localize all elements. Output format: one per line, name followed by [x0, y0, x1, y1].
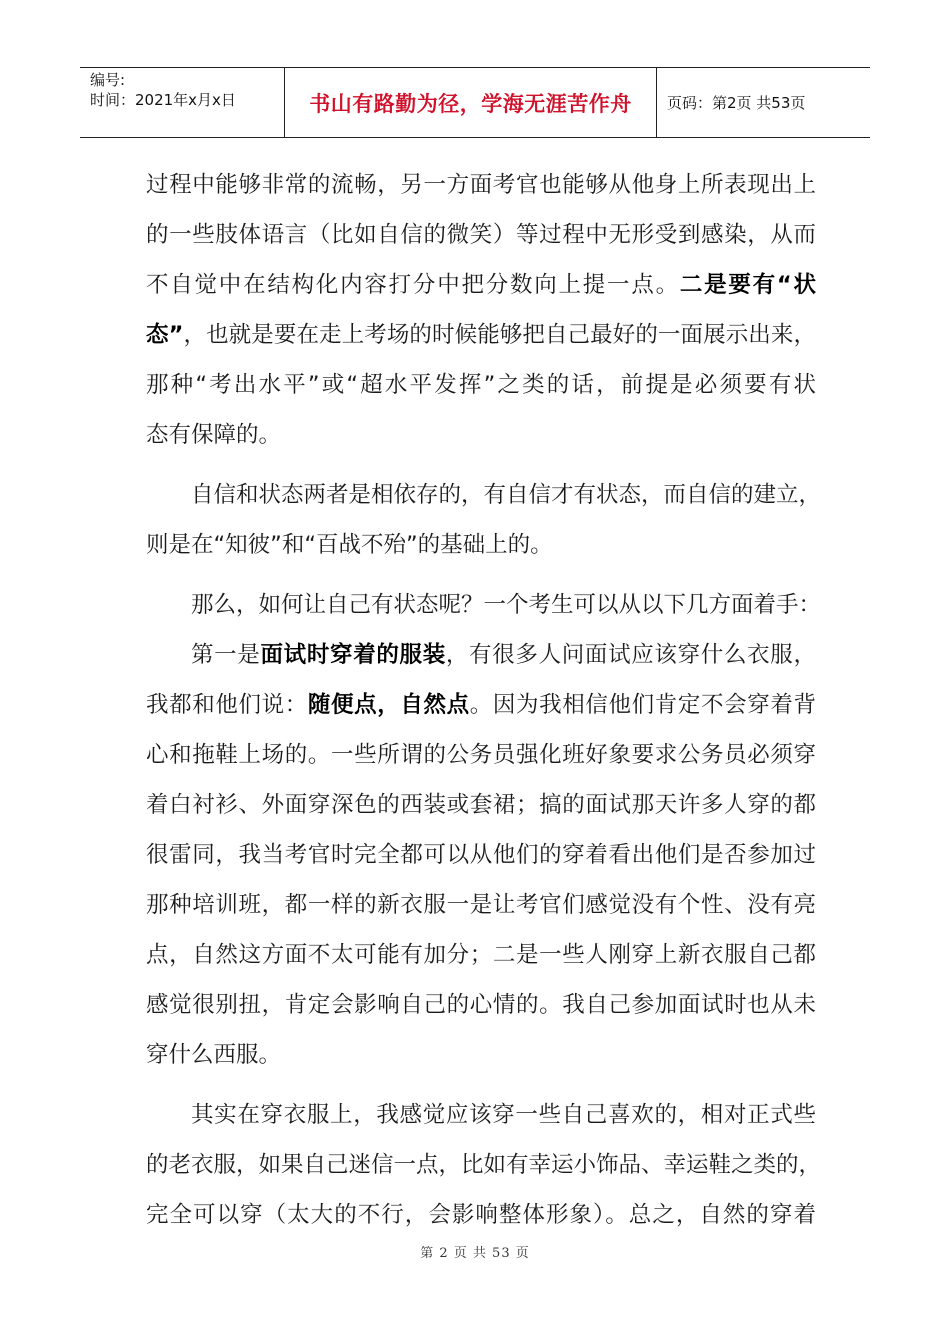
text-line: [146, 630, 816, 680]
text-line: [146, 260, 816, 310]
text-line: 点，自然这方面不太可能有加分；二是一些人刚穿上新衣服自己都: [146, 942, 816, 968]
text-line: 心和拖鞋上场的。一些所谓的公务员强化班好象要求公务员必须穿: [146, 742, 816, 768]
header-page-info: 页码：第2页 共53页: [667, 94, 806, 112]
text-line: [146, 680, 816, 730]
text-line: 那么，如何让自己有状态呢？一个考生可以从以下几方面着手：: [191, 592, 822, 618]
text-line: 则是在“知彼”和“百战不殆”的基础上的。: [146, 532, 553, 558]
text-run: 第一是: [191, 642, 261, 668]
text-line: 其实在穿衣服上，我感觉应该穿一些自己喜欢的，相对正式些: [191, 1102, 816, 1128]
text-line: 过程中能够非常的流畅，另一方面考官也能够从他身上所表现出上: [146, 172, 816, 198]
paragraph: [146, 1090, 822, 1240]
paragraph: [146, 470, 822, 570]
text-line: 感觉很别扭，肯定会影响自己的心情的。我自己参加面试时也从未: [146, 992, 816, 1018]
text-run: ，也就是要在走上考场的时候能够把自己最好的一面展示出来，: [183, 322, 816, 348]
text-line: [146, 310, 816, 360]
paragraph: [146, 630, 816, 1080]
paragraph: [146, 580, 822, 630]
bold-text-run: 态”: [146, 322, 184, 348]
text-run: ，有很多人问面试应该穿什么衣服，: [445, 642, 816, 668]
text-line: 着白衬衫、外面穿深色的西装或套裙；搞的面试那天许多人穿的都: [146, 792, 816, 818]
document-number-label: 编号:: [90, 71, 126, 89]
bold-text-run: 随便点，自然点: [307, 692, 470, 718]
text-line: 自信和状态两者是相依存的，有自信才有状态，而自信的建立，: [191, 482, 822, 508]
text-run: 不自觉中在结构化内容打分中把分数向上提一点。: [146, 272, 680, 298]
document-body: [146, 160, 822, 1240]
text-line: 那种培训班，都一样的新衣服一是让考官们感觉没有个性、没有亮: [146, 892, 816, 918]
bold-text-run: 二是要有“状: [679, 272, 816, 298]
bold-text-run: 面试时穿着的服装: [260, 642, 446, 668]
paragraph: [146, 160, 816, 460]
text-line: 态有保障的。: [146, 422, 282, 448]
text-line: 的老衣服，如果自己迷信一点，比如有幸运小饰品、幸运鞋之类的，: [146, 1152, 822, 1178]
text-line: 那种“考出水平”或“超水平发挥”之类的话，前提是必须要有状: [146, 372, 816, 398]
header-motto-cell: [285, 68, 657, 137]
text-line: 很雷同，我当考官时完全都可以从他们的穿着看出他们是否参加过: [146, 842, 816, 868]
text-line: 完全可以穿（太大的不行，会影响整体形象）。总之，自然的穿着: [146, 1202, 816, 1228]
document-time-label: 时间：2021年x月x日: [90, 91, 236, 109]
header-motto: 书山有路勤为径，学海无涯苦作舟: [309, 91, 632, 116]
text-line: 的一些肢体语言（比如自信的微笑）等过程中无形受到感染，从而: [146, 222, 816, 248]
header-page-cell: [657, 68, 870, 137]
header-meta-cell: [80, 68, 285, 137]
text-run: 。因为我相信他们肯定不会穿着背: [469, 692, 816, 718]
page-header: [80, 67, 870, 138]
text-line: 穿什么西服。: [146, 1042, 282, 1068]
text-run: 我都和他们说：: [146, 692, 308, 718]
page-footer: 第 2 页 共 53 页: [420, 1246, 530, 1261]
